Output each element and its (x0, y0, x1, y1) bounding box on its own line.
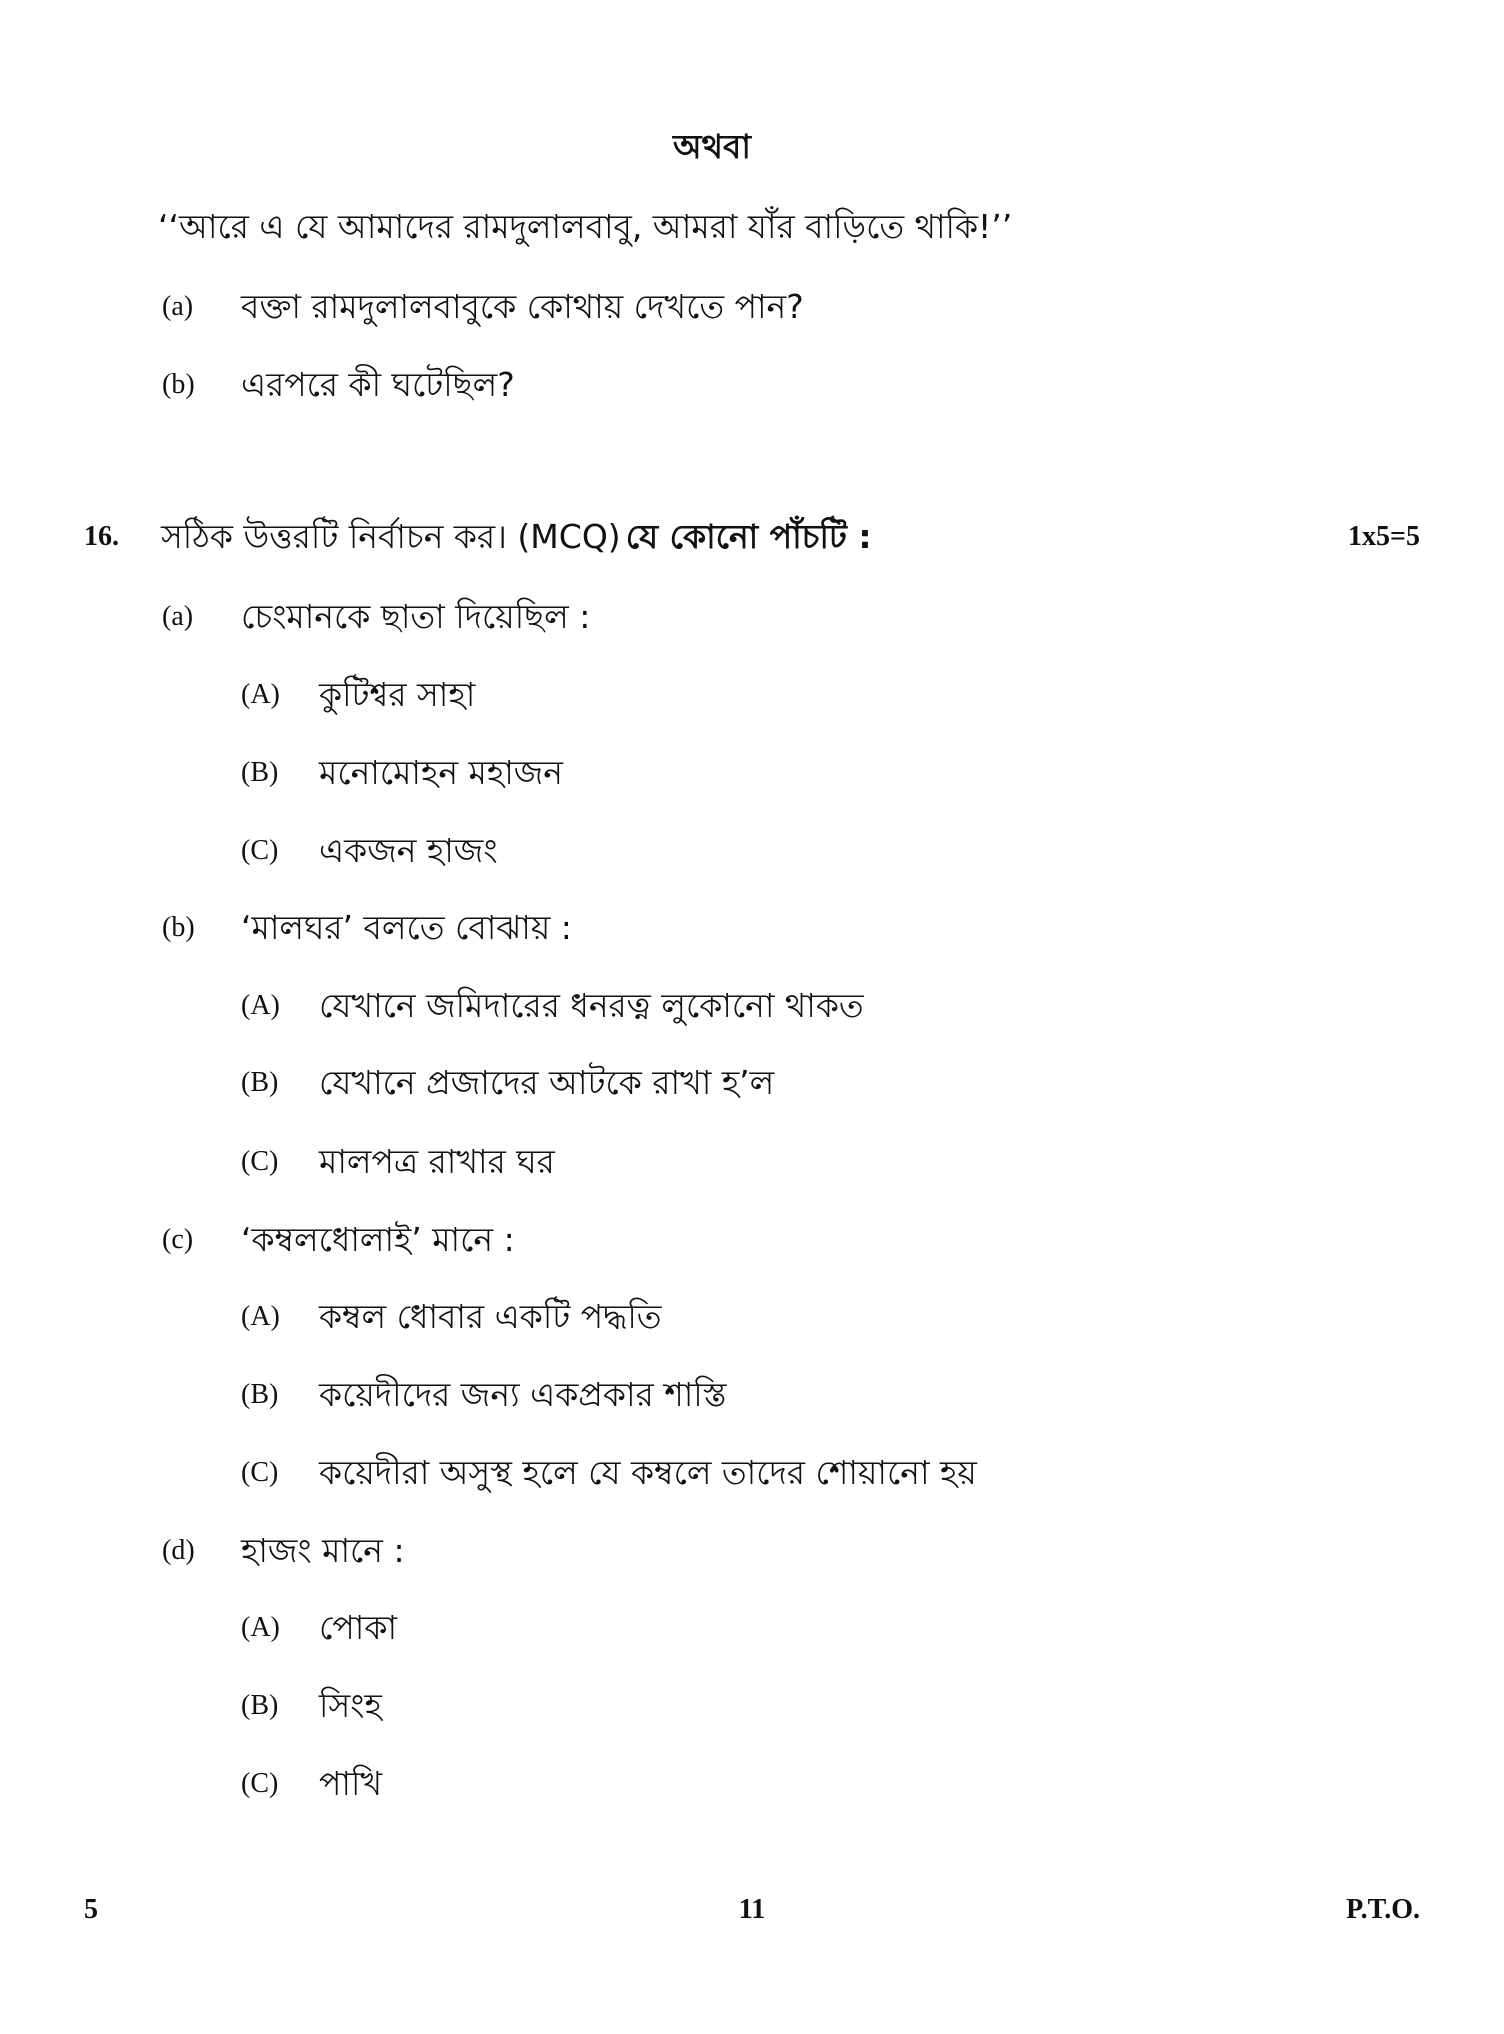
footer-code: 5 (84, 1894, 98, 1925)
option-label: (C) (241, 835, 279, 866)
option-text: পোকা (319, 1608, 398, 1647)
item-stem: ‘কম্বলধোলাই’ মানে : (241, 1220, 515, 1259)
option-label: (A) (241, 1612, 280, 1643)
option-label: (A) (241, 1301, 280, 1332)
or-heading: অথবা (673, 127, 751, 166)
item-label: (a) (162, 601, 194, 632)
item-stem: ‘মালঘর’ বলতে বোঝায় : (241, 908, 572, 947)
marks: 1x5=5 (1348, 521, 1420, 552)
subquestion-label: (a) (162, 291, 194, 322)
option-label: (B) (241, 1379, 279, 1410)
option-text: কম্বল ধোবার একটি পদ্ধতি (319, 1297, 662, 1336)
subquestion-label: (b) (162, 369, 195, 400)
option-text: কুটিশ্বর সাহা (319, 675, 476, 714)
item-stem: চেংমানকে ছাতা দিয়েছিল : (241, 597, 591, 636)
question-number: 16. (84, 521, 119, 552)
pto-note: P.T.O. (1346, 1894, 1420, 1925)
option-text: যেখানে জমিদারের ধনরত্ন লুকোনো থাকত (319, 986, 864, 1025)
page-number: 11 (738, 1894, 766, 1925)
option-label: (C) (241, 1768, 279, 1799)
option-text: যেখানে প্রজাদের আটকে রাখা হ’ল (319, 1063, 775, 1102)
option-text: পাখি (319, 1764, 383, 1803)
option-text: মনোমোহন মহাজন (319, 753, 563, 792)
option-label: (B) (241, 757, 279, 788)
subquestion-text: এরপরে কী ঘটেছিল? (241, 365, 515, 404)
subquestion-text: বক্তা রামদুলালবাবুকে কোথায় দেখতে পান? (241, 287, 804, 326)
item-stem: হাজং মানে : (241, 1531, 405, 1570)
item-label: (d) (162, 1535, 195, 1566)
option-label: (C) (241, 1146, 279, 1177)
item-label: (c) (162, 1224, 194, 1255)
question-instruction: সঠিক উত্তরটি নির্বাচন কর। (MCQ) (161, 517, 621, 556)
option-label: (B) (241, 1067, 279, 1098)
question-instruction-bold: যে কোনো পাঁচটি : (625, 517, 872, 556)
option-text: মালপত্র রাখার ঘর (319, 1142, 555, 1181)
option-label: (A) (241, 990, 280, 1021)
option-label: (A) (241, 679, 280, 710)
option-text: সিংহ (319, 1686, 382, 1725)
option-text: একজন হাজং (319, 831, 498, 870)
option-text: কয়েদীরা অসুস্থ হলে যে কম্বলে তাদের শোয়ানো হয় (319, 1453, 977, 1492)
item-label: (b) (162, 912, 195, 943)
option-text: কয়েদীদের জন্য একপ্রকার শাস্তি (319, 1375, 727, 1414)
quote-text: ‘‘আরে এ যে আমাদের রামদুলালবাবু, আমরা যাঁর বাড়িতে থাকি!’’ (158, 207, 1013, 246)
option-label: (C) (241, 1457, 279, 1488)
question-instruction-line (161, 517, 872, 557)
option-label: (B) (241, 1690, 279, 1721)
